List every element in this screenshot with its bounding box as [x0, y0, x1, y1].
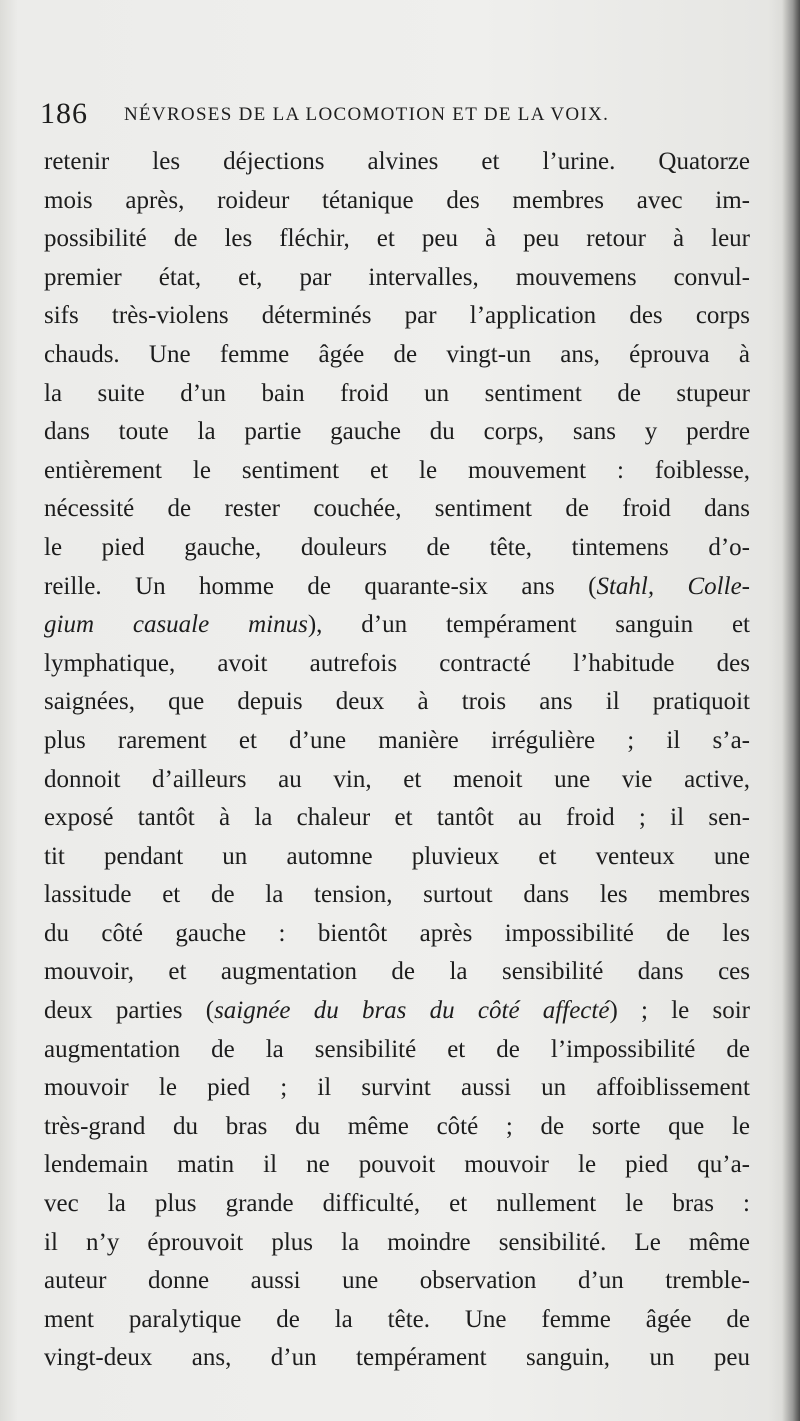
text-line: tit pendant un automne pluvieux et venteux une	[44, 842, 750, 870]
text-line: mois après, roideur tétanique des membres avec im-	[44, 186, 750, 214]
text-line: donnoit d’ailleurs au vin, et menoit une vie active,	[44, 765, 750, 793]
page-number: 186	[40, 97, 88, 130]
text-line: auteur donne aussi une observation d’un tremble-	[44, 1267, 750, 1295]
text-line: mouvoir, et augmentation de la sensibilité dans ces	[44, 958, 750, 986]
text-line: possibilité de les fléchir, et peu à peu retour à leur	[44, 225, 750, 253]
text-line: ment paralytique de la tête. Une femme âgée de	[44, 1305, 750, 1333]
text-line: plus rarement et d’une manière irrégulière ; il s’a-	[44, 726, 750, 754]
text-line: très-grand du bras du même côté ; de sorte que le	[44, 1112, 750, 1140]
text-line: exposé tantôt à la chaleur et tantôt au froid ; il sen-	[44, 804, 750, 832]
text-line: chauds. Une femme âgée de vingt-un ans, éprouva à	[44, 340, 750, 368]
italic-phrase: Stahl, Colle-	[596, 572, 750, 600]
text-line: premier état, et, par intervalles, mouvemens convul-	[44, 263, 750, 291]
italic-phrase: saignée du bras du côté affecté	[214, 997, 610, 1025]
text-line: dans toute la partie gauche du corps, sans y perdre	[44, 418, 750, 446]
text-line: nécessité de rester couchée, sentiment de froid dans	[44, 495, 750, 523]
text-line: deux parties (saignée du bras du côté affecté) ; le soir	[44, 997, 751, 1025]
body-text	[44, 143, 758, 1378]
page-header	[40, 97, 730, 137]
page-edge-shadow	[782, 0, 800, 1421]
text-line: entièrement le sentiment et le mouvement : foiblesse,	[44, 456, 750, 484]
text-line: gium casuale minus), d’un tempérament sanguin et	[44, 611, 750, 639]
text-line: mouvoir le pied ; il survint aussi un affoiblissement	[44, 1074, 750, 1102]
text-line: vec la plus grande difficulté, et nullement le bras :	[44, 1190, 750, 1218]
italic-phrase: gium casuale minus	[44, 611, 308, 639]
text-line: le pied gauche, douleurs de tête, tintemens d’o-	[44, 533, 750, 561]
text-line: lassitude et de la tension, surtout dans les membres	[44, 881, 750, 909]
text-line: vingt-deux ans, d’un tempérament sanguin, un peu	[44, 1344, 750, 1372]
text-line: saignées, que depuis deux à trois ans il pratiquoit	[44, 688, 750, 716]
text-line: augmentation de la sensibilité et de l’impossibilité de	[44, 1035, 750, 1063]
text-line: il n’y éprouvoit plus la moindre sensibilité. Le même	[44, 1228, 750, 1256]
text-line: sifs très-violens déterminés par l’application des corps	[44, 302, 750, 330]
text-line: lymphatique, avoit autrefois contracté l’habitude des	[44, 649, 750, 677]
text-line: la suite d’un bain froid un sentiment de stupeur	[44, 379, 750, 407]
text-line: retenir les déjections alvines et l’urine. Quatorze	[44, 148, 750, 175]
text-line: lendemain matin il ne pouvoit mouvoir le pied qu’a-	[44, 1151, 750, 1179]
running-title: NÉVROSES DE LA LOCOMOTION ET DE LA VOIX.	[124, 104, 610, 125]
text-line: reille. Un homme de quarante-six ans (Stahl, Colle-	[44, 572, 750, 600]
text-line: du côté gauche : bientôt après impossibilité de les	[44, 919, 750, 947]
